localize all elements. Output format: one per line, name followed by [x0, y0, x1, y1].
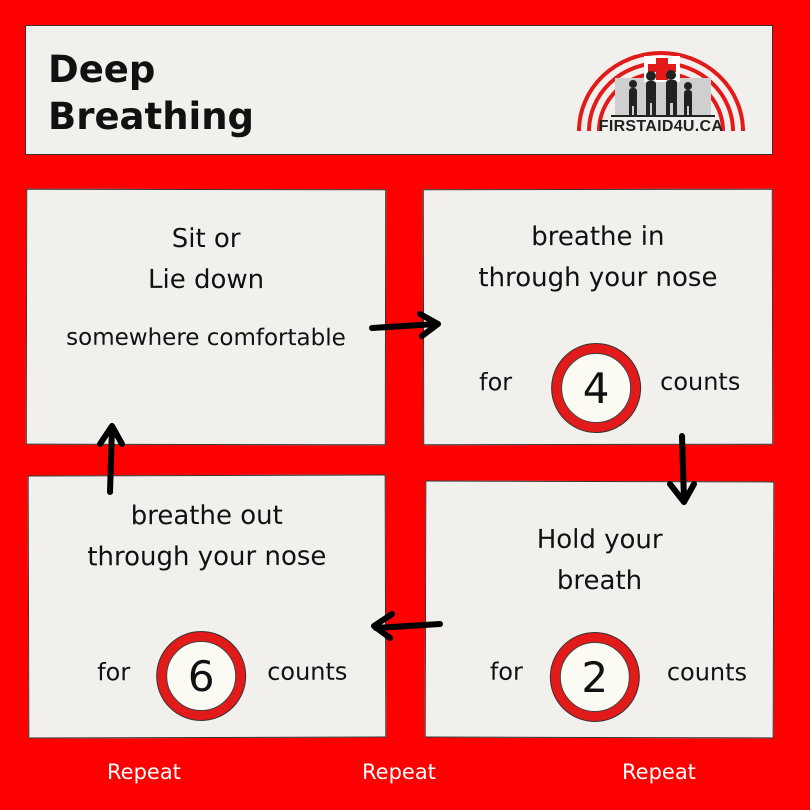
step2-for-label: for: [479, 368, 513, 397]
step2-counts-label: counts: [660, 367, 741, 396]
title-panel: [25, 25, 773, 155]
step3-line2: breath: [556, 565, 643, 597]
step-sit-panel: [26, 189, 386, 446]
step-hold-panel: [425, 481, 775, 739]
step3-count: 2: [560, 642, 630, 712]
repeat-label-1: Repeat: [107, 760, 181, 784]
step3-for-label: for: [489, 657, 523, 686]
title-line-1: Deep: [48, 48, 156, 91]
step4-line1: breathe out: [130, 500, 283, 532]
arrow-up-icon: [92, 418, 132, 498]
logo: [571, 46, 751, 141]
step2-count-circle: [551, 343, 641, 433]
step4-for-label: for: [97, 658, 131, 687]
repeat-label-2: Repeat: [362, 760, 436, 784]
arrow-right-icon: [368, 306, 448, 346]
page-title: [48, 46, 254, 140]
step3-counts-label: counts: [666, 658, 748, 687]
arrow-left-icon: [368, 606, 448, 646]
step4-count: 6: [166, 641, 236, 711]
title-line-2: Breathing: [48, 95, 255, 138]
step3-count-circle: [550, 632, 640, 722]
step4-count-circle: [156, 631, 246, 721]
step1-line1: Sit or: [171, 223, 241, 255]
step4-line2: through your nose: [87, 541, 327, 573]
step-breathe-out-panel: [28, 475, 387, 739]
repeat-label-3: Repeat: [622, 760, 696, 784]
logo-text: FIRSTAID4U.CA: [598, 118, 724, 135]
step3-line1: Hold your: [536, 524, 663, 556]
step2-count: 4: [561, 353, 631, 423]
step-breathe-in-panel: [423, 189, 773, 446]
step1-line3: somewhere comfortable: [66, 324, 346, 352]
step4-counts-label: counts: [267, 657, 348, 686]
step1-line2: Lie down: [147, 264, 265, 296]
arrow-down-icon: [662, 432, 702, 512]
step2-line2: through your nose: [478, 262, 718, 294]
step2-line1: breathe in: [531, 221, 665, 253]
